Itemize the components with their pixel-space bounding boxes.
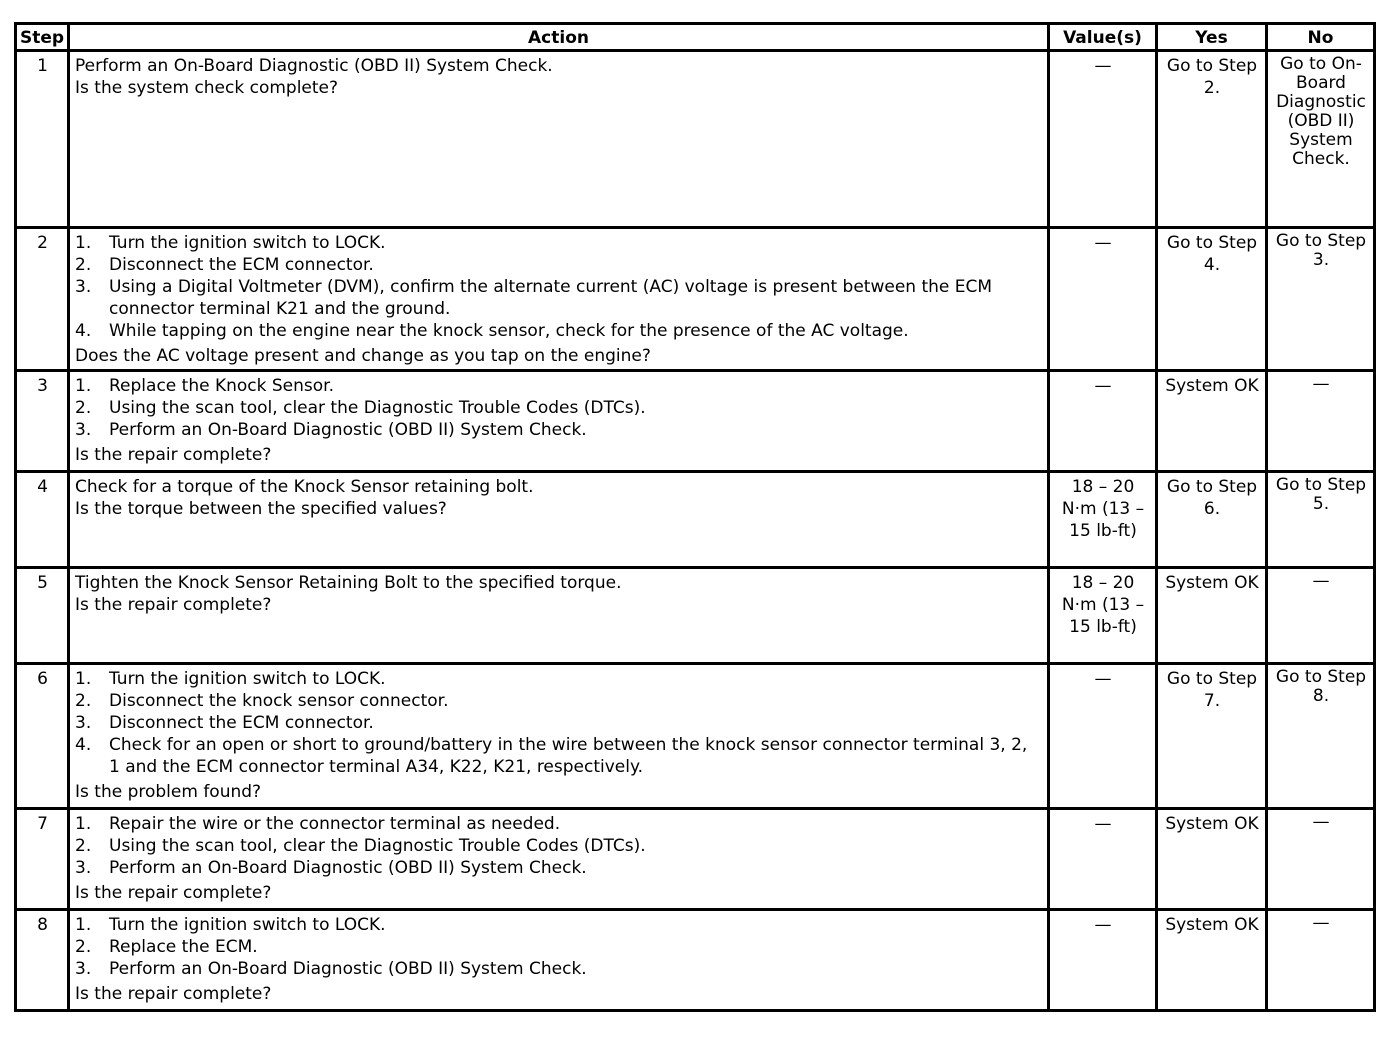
action-question: Does the AC voltage present and change as you tap on the engine?	[75, 346, 651, 366]
step-number: 3	[16, 371, 69, 472]
yes-cell: Go to Step 2.	[1157, 51, 1267, 228]
values-cell: 18 – 20 N·m (13 – 15 lb-ft)	[1049, 472, 1157, 568]
no-cell: —	[1267, 568, 1375, 664]
action-text: Check for a torque of the Knock Sensor retaining bolt.	[75, 477, 534, 497]
action-question: Is the repair complete?	[75, 984, 272, 1004]
action-cell	[69, 664, 1049, 809]
no-cell: —	[1267, 371, 1375, 472]
no-cell: Go to Step 5.	[1267, 472, 1375, 568]
action-item: 2. Using the scan tool, clear the Diagnostic Trouble Codes (DTCs).	[75, 398, 646, 418]
yes-cell: System OK	[1157, 371, 1267, 472]
no-cell: Go to Step 3.	[1267, 228, 1375, 371]
action-item: 2. Replace the ECM.	[75, 937, 258, 957]
action-cell	[69, 910, 1049, 1011]
values-cell: —	[1049, 664, 1157, 809]
action-cell	[69, 371, 1049, 472]
action-cell	[69, 809, 1049, 910]
action-item: 3. Using a Digital Voltmeter (DVM), confirm the alternate current (AC) voltage is present between the ECM connector terminal K21 and the ground.	[75, 277, 993, 319]
action-question: Is the problem found?	[75, 782, 262, 802]
step-number: 5	[16, 568, 69, 664]
table-row	[16, 371, 1375, 472]
header-no: No	[1267, 24, 1375, 51]
action-cell	[69, 51, 1049, 228]
yes-cell: Go to Step 6.	[1157, 472, 1267, 568]
action-item: 1. Replace the Knock Sensor.	[75, 376, 334, 396]
action-text: Tighten the Knock Sensor Retaining Bolt to the specified torque.	[75, 573, 622, 593]
action-text: Perform an On-Board Diagnostic (OBD II) System Check.	[75, 56, 553, 76]
action-item: 1. Turn the ignition switch to LOCK.	[75, 233, 386, 253]
values-cell: —	[1049, 228, 1157, 371]
yes-cell: System OK	[1157, 910, 1267, 1011]
action-question: Is the repair complete?	[75, 595, 272, 615]
step-number: 7	[16, 809, 69, 910]
yes-cell: System OK	[1157, 809, 1267, 910]
action-question: Is the repair complete?	[75, 445, 272, 465]
table-row	[16, 568, 1375, 664]
no-cell: Go to Step 8.	[1267, 664, 1375, 809]
step-number: 8	[16, 910, 69, 1011]
values-cell: —	[1049, 51, 1157, 228]
action-item: 1. Turn the ignition switch to LOCK.	[75, 669, 386, 689]
header-yes: Yes	[1157, 24, 1267, 51]
yes-cell: Go to Step 4.	[1157, 228, 1267, 371]
table-row	[16, 910, 1375, 1011]
action-question: Is the system check complete?	[75, 78, 339, 98]
action-item: 2. Using the scan tool, clear the Diagnostic Trouble Codes (DTCs).	[75, 836, 646, 856]
action-item: 4. While tapping on the engine near the knock sensor, check for the presence of the AC voltage.	[75, 321, 909, 341]
no-cell: —	[1267, 910, 1375, 1011]
action-item: 3. Perform an On-Board Diagnostic (OBD II) System Check.	[75, 959, 587, 979]
no-cell: Go to On-Board Diagnostic (OBD II) System Check.	[1267, 51, 1375, 228]
diagnostic-table	[14, 22, 1376, 1012]
action-cell	[69, 568, 1049, 664]
header-action: Action	[69, 24, 1049, 51]
yes-cell: Go to Step 7.	[1157, 664, 1267, 809]
action-cell	[69, 228, 1049, 371]
action-question: Is the torque between the specified values?	[75, 499, 447, 519]
action-item: 2. Disconnect the ECM connector.	[75, 255, 374, 275]
step-number: 1	[16, 51, 69, 228]
action-question: Is the repair complete?	[75, 883, 272, 903]
values-cell: —	[1049, 910, 1157, 1011]
header-row	[16, 24, 1375, 51]
action-item: 4. Check for an open or short to ground/battery in the wire between the knock sensor connector terminal 3, 2, 1 and the ECM connector terminal A34, K22, K21, respectively.	[75, 735, 1028, 777]
action-item: 1. Turn the ignition switch to LOCK.	[75, 915, 386, 935]
action-item: 2. Disconnect the knock sensor connector.	[75, 691, 449, 711]
step-number: 4	[16, 472, 69, 568]
action-item: 3. Perform an On-Board Diagnostic (OBD II) System Check.	[75, 420, 587, 440]
header-values: Value(s)	[1049, 24, 1157, 51]
no-cell: —	[1267, 809, 1375, 910]
table-row	[16, 472, 1375, 568]
values-cell: —	[1049, 371, 1157, 472]
action-item: 3. Disconnect the ECM connector.	[75, 713, 374, 733]
table-row	[16, 51, 1375, 228]
values-cell: —	[1049, 809, 1157, 910]
values-cell: 18 – 20 N·m (13 – 15 lb-ft)	[1049, 568, 1157, 664]
table-row	[16, 809, 1375, 910]
table-row	[16, 228, 1375, 371]
table-row	[16, 664, 1375, 809]
header-step: Step	[16, 24, 69, 51]
step-number: 6	[16, 664, 69, 809]
yes-cell: System OK	[1157, 568, 1267, 664]
action-item: 1. Repair the wire or the connector terminal as needed.	[75, 814, 561, 834]
action-item: 3. Perform an On-Board Diagnostic (OBD II) System Check.	[75, 858, 587, 878]
action-cell	[69, 472, 1049, 568]
step-number: 2	[16, 228, 69, 371]
